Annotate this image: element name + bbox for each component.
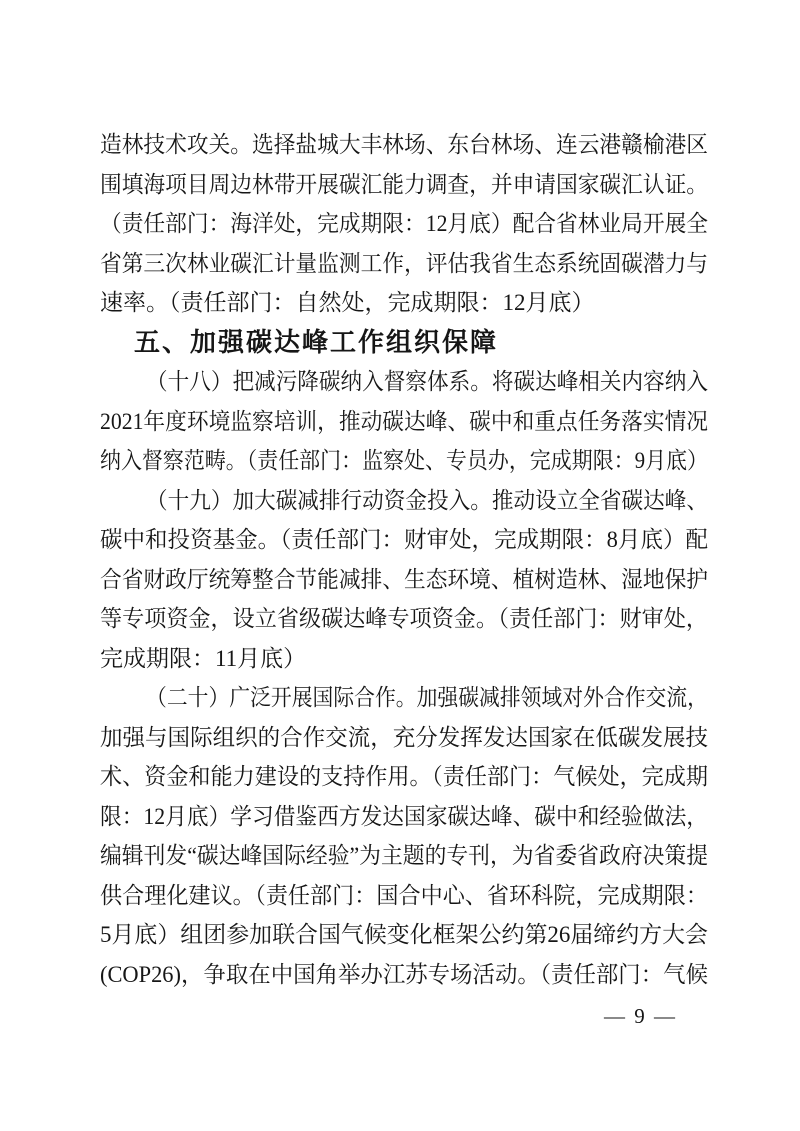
- text-line: [100, 915, 708, 955]
- text-line-content: 加强与国际组织的合作交流，充分发挥发达国家在低碳发展技: [100, 724, 708, 750]
- text-line-content: （二十）广泛开展国际合作。加强碳减排领域对外合作交流，: [146, 685, 708, 710]
- text-line-content: 2021年度环境监察培训，推动碳达峰、碳中和重点任务落实情况: [100, 408, 708, 434]
- text-line-content: (COP26)，争取在中国角举办江苏专场活动。（责任部门：气候: [100, 961, 708, 987]
- text-line: [100, 836, 708, 876]
- text-line-content: 限：12月底）学习借鉴西方发达国家碳达峰、碳中和经验做法，: [100, 803, 708, 829]
- text-line: [100, 639, 708, 679]
- section-heading: [100, 323, 708, 363]
- text-line-content: （十九）加大碳减排行动资金投入。推动设立全省碳达峰、: [146, 487, 708, 513]
- page-number: — 9 —: [604, 1004, 677, 1028]
- text-line: [100, 955, 708, 995]
- text-line: [100, 757, 708, 797]
- text-line-content: 合省财政厅统筹整合节能减排、生态环境、植树造林、湿地保护: [100, 566, 708, 592]
- text-line-content: （责任部门：海洋处，完成期限：12月底）配合省林业局开展全: [100, 211, 708, 236]
- text-line-content: 术、资金和能力建设的支持作用。（责任部门：气候处，完成期: [100, 764, 708, 789]
- text-line: [100, 165, 708, 205]
- text-line: [100, 244, 708, 284]
- text-line-content: 纳入督察范畴。（责任部门：监察处、专员办，完成期限：9月底）: [100, 448, 708, 473]
- text-line: [100, 520, 708, 560]
- text-line: [100, 797, 708, 837]
- text-line-content: 5月底）组团参加联合国气候变化框架公约第26届缔约方大会: [100, 922, 708, 947]
- text-line: [100, 362, 708, 402]
- text-line: [100, 204, 708, 244]
- text-line-content: 围填海项目周边林带开展碳汇能力调查，并申请国家碳汇认证。: [100, 171, 708, 197]
- text-line: [100, 125, 708, 165]
- text-line: [100, 718, 708, 758]
- section-heading-text: 五、加强碳达峰工作组织保障: [134, 326, 499, 357]
- text-line-content: （十八）把减污降碳纳入督察体系。将碳达峰相关内容纳入: [146, 369, 708, 394]
- text-line: [100, 876, 708, 916]
- text-line: [100, 481, 708, 521]
- text-line: [100, 402, 708, 442]
- text-line-content: 省第三次林业碳汇计量监测工作，评估我省生态系统固碳潜力与: [100, 250, 708, 276]
- text-line: [100, 441, 708, 481]
- text-line: [100, 560, 708, 600]
- text-line-content: 造林技术攻关。选择盐城大丰林场、东台林场、连云港赣榆港区: [100, 132, 708, 157]
- text-column: [100, 125, 708, 994]
- text-line: [100, 283, 708, 323]
- text-line-content: 供合理化建议。（责任部门：国合中心、省环科院，完成期限：: [100, 882, 708, 908]
- text-line-content: 碳中和投资基金。（责任部门：财审处，完成期限：8月底）配: [100, 527, 708, 552]
- text-line-content: 编辑刊发“碳达峰国际经验”为主题的专刊，为省委省政府决策提: [100, 843, 708, 868]
- text-line: [100, 678, 708, 718]
- text-line: [100, 599, 708, 639]
- text-line-content: 等专项资金，设立省级碳达峰专项资金。（责任部门：财审处，: [100, 606, 708, 631]
- text-line-content: 速率。（责任部门：自然处，完成期限：12月底）: [100, 290, 595, 315]
- text-line-content: 完成期限：11月底）: [100, 645, 307, 671]
